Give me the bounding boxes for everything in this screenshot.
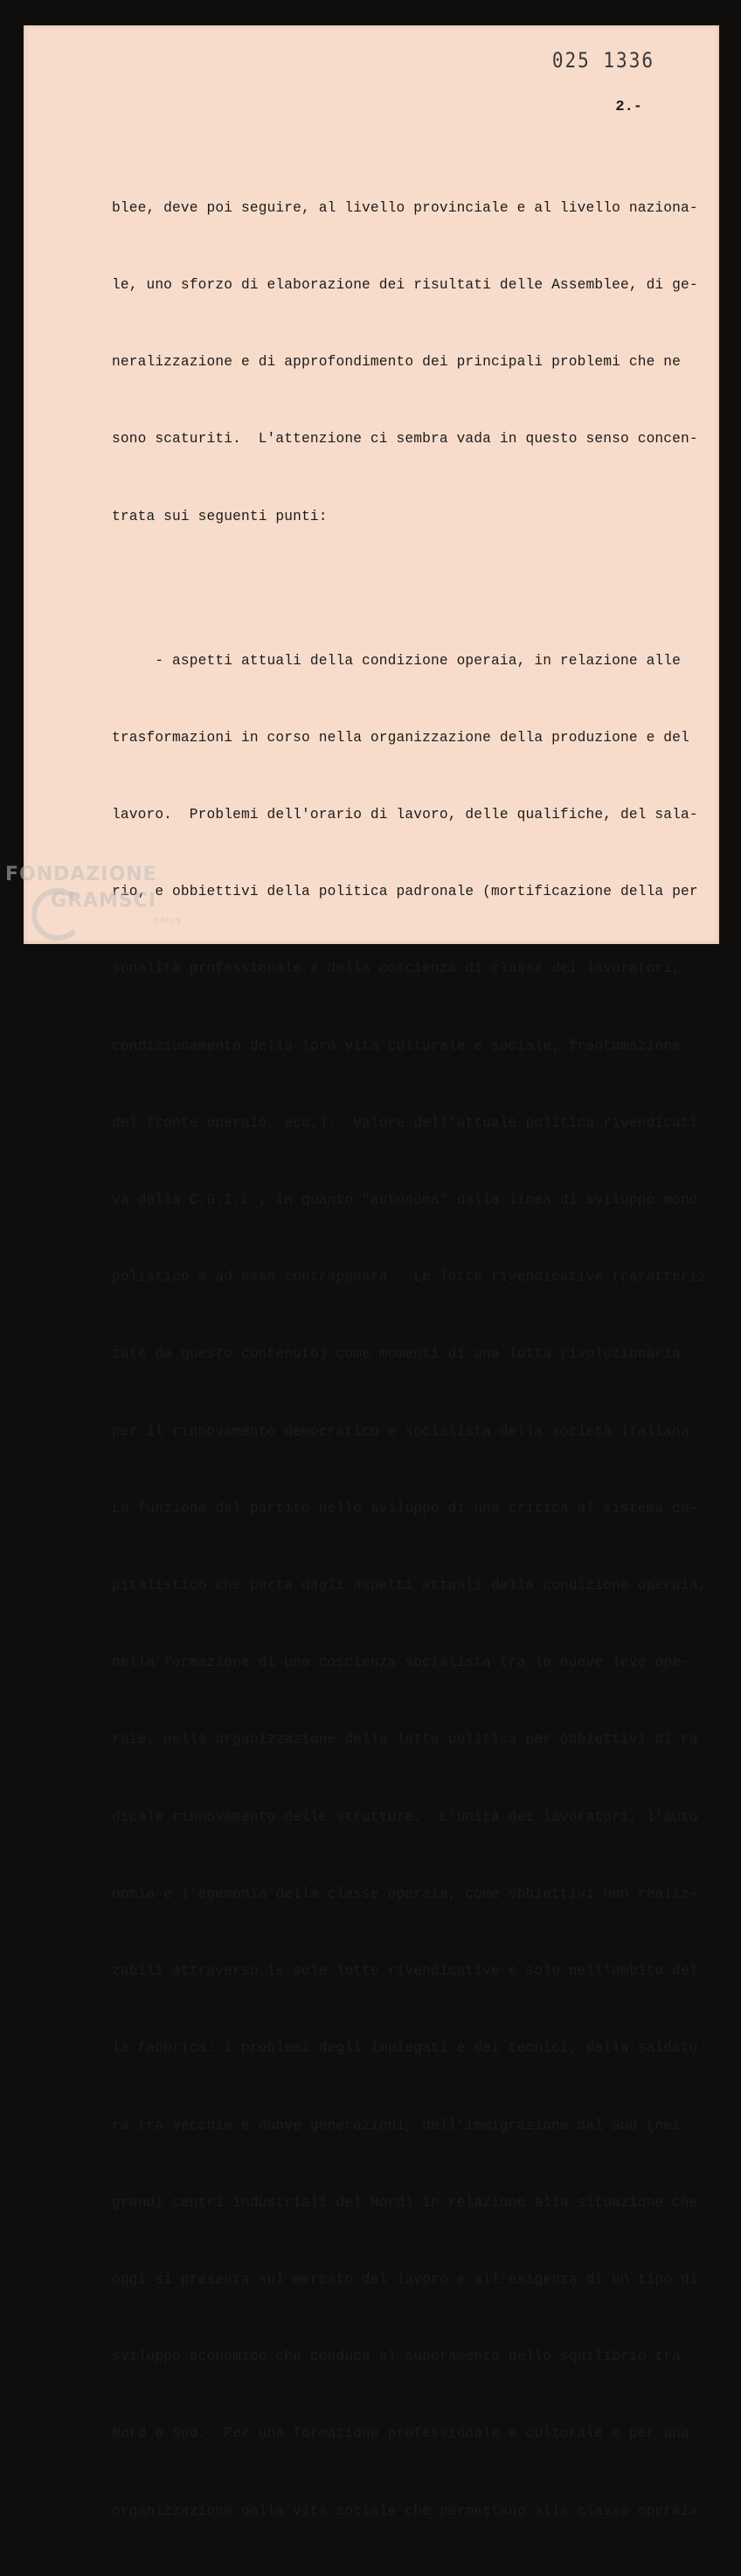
watermark-line3: onlus bbox=[154, 916, 182, 926]
text-line: Nord e Sud. Per una formazione professionale e culturale e per una bbox=[112, 2426, 689, 2442]
watermark-line2: GRAMSCI bbox=[51, 890, 157, 912]
text-line: nella formazione di una coscienza socialista tra le nuove leve ope- bbox=[112, 1655, 689, 1671]
text-line: blee, deve poi seguire, al livello provinciale e al livello naziona- bbox=[112, 199, 698, 216]
text-line: rio, e obbiettivi della politica padronale (mortificazione della per bbox=[112, 884, 698, 900]
text-line: oggi si presenta sul mercato del lavoro e all'esigenza di un tipo di bbox=[112, 2271, 698, 2288]
text-line: - aspetti attuali della condizione operaia, in relazione alle bbox=[112, 652, 682, 669]
paragraph-gap bbox=[112, 581, 706, 597]
text-line: lavoro. Problemi dell'orario di lavoro, delle qualifiche, del sala- bbox=[112, 807, 698, 823]
text-line: trasformazioni in corso nella organizzazione della produzione e del bbox=[112, 729, 689, 746]
text-line: polistico e ad essa contrapposta. Le lotte rivendicative (caratteriz bbox=[112, 1269, 707, 1286]
typewritten-body bbox=[112, 144, 706, 2576]
text-line: pitalistico che parta dagli aspetti attuali della condizione operaia, bbox=[112, 1578, 707, 1594]
text-line: per il rinnovamento democratico e socialista della società italiana. bbox=[112, 1423, 698, 1440]
text-line: dicale rinnovamento delle strutture. L'unità dei lavoratori, l'auto bbox=[112, 1809, 698, 1825]
text-line: sono scaturiti. L'attenzione ci sembra vada in questo senso concen- bbox=[112, 431, 698, 448]
text-line: condizionamento della loro vita culturale e sociale, frantumazione bbox=[112, 1038, 682, 1054]
text-line: neralizzazione e di approfondimento dei principali problemi che ne bbox=[112, 354, 682, 371]
text-line: le, uno sforzo di elaborazione dei risultati delle Assemblee, di ge- bbox=[112, 277, 698, 294]
text-line: organizzazione della vita sociale che permettano alla classe operaia bbox=[112, 2503, 698, 2519]
text-line: raie, nella organizzazione della lotta politica per obbiettivi di ra bbox=[112, 1732, 698, 1748]
text-line: La funzione del partito nello sviluppo di una critica al sistema ca- bbox=[112, 1500, 698, 1517]
text-line: va della C.G.I.L., in quanto "autonoma" dalla linea di sviluppo mono bbox=[112, 1192, 698, 1209]
text-line: sviluppo economico che conduca al superamento dello squilibrio tra bbox=[112, 2349, 682, 2365]
text-line: nomia e l'egemonia della classe operaia, come obbiettivi non realiz- bbox=[112, 1885, 698, 1902]
text-line: zate da questo contenuto) come momenti di una lotta rivoluzionaria bbox=[112, 1346, 682, 1363]
text-line: del fronte operaio, ecc.). Valore dell'attuale politica rivendicati bbox=[112, 1114, 698, 1131]
text-line: la fabbrica: i problemi degli impiegati e dei tecnici, della saldatu bbox=[112, 2040, 698, 2057]
text-line: trata sui seguenti punti: bbox=[112, 508, 328, 524]
text-line: sonalità professionale e della coscienza di classe dei lavoratori, bbox=[112, 961, 682, 977]
text-line: ra tra vecchie e nuove generazioni, dell'immigrazione dal Sud (nei bbox=[112, 2117, 682, 2134]
text-line: zabili attraverso le sole lotte rivendicative e solo nell'ambito del bbox=[112, 1963, 698, 1980]
page-number: 2.- bbox=[615, 99, 642, 115]
document-page bbox=[24, 25, 719, 2519]
archive-number-stamp: 025 1336 bbox=[551, 48, 654, 73]
text-line: grandi centri industriali del Nord) in relazione alla situazione che bbox=[112, 2194, 698, 2211]
watermark-line1: FONDAZIONE bbox=[5, 864, 157, 885]
